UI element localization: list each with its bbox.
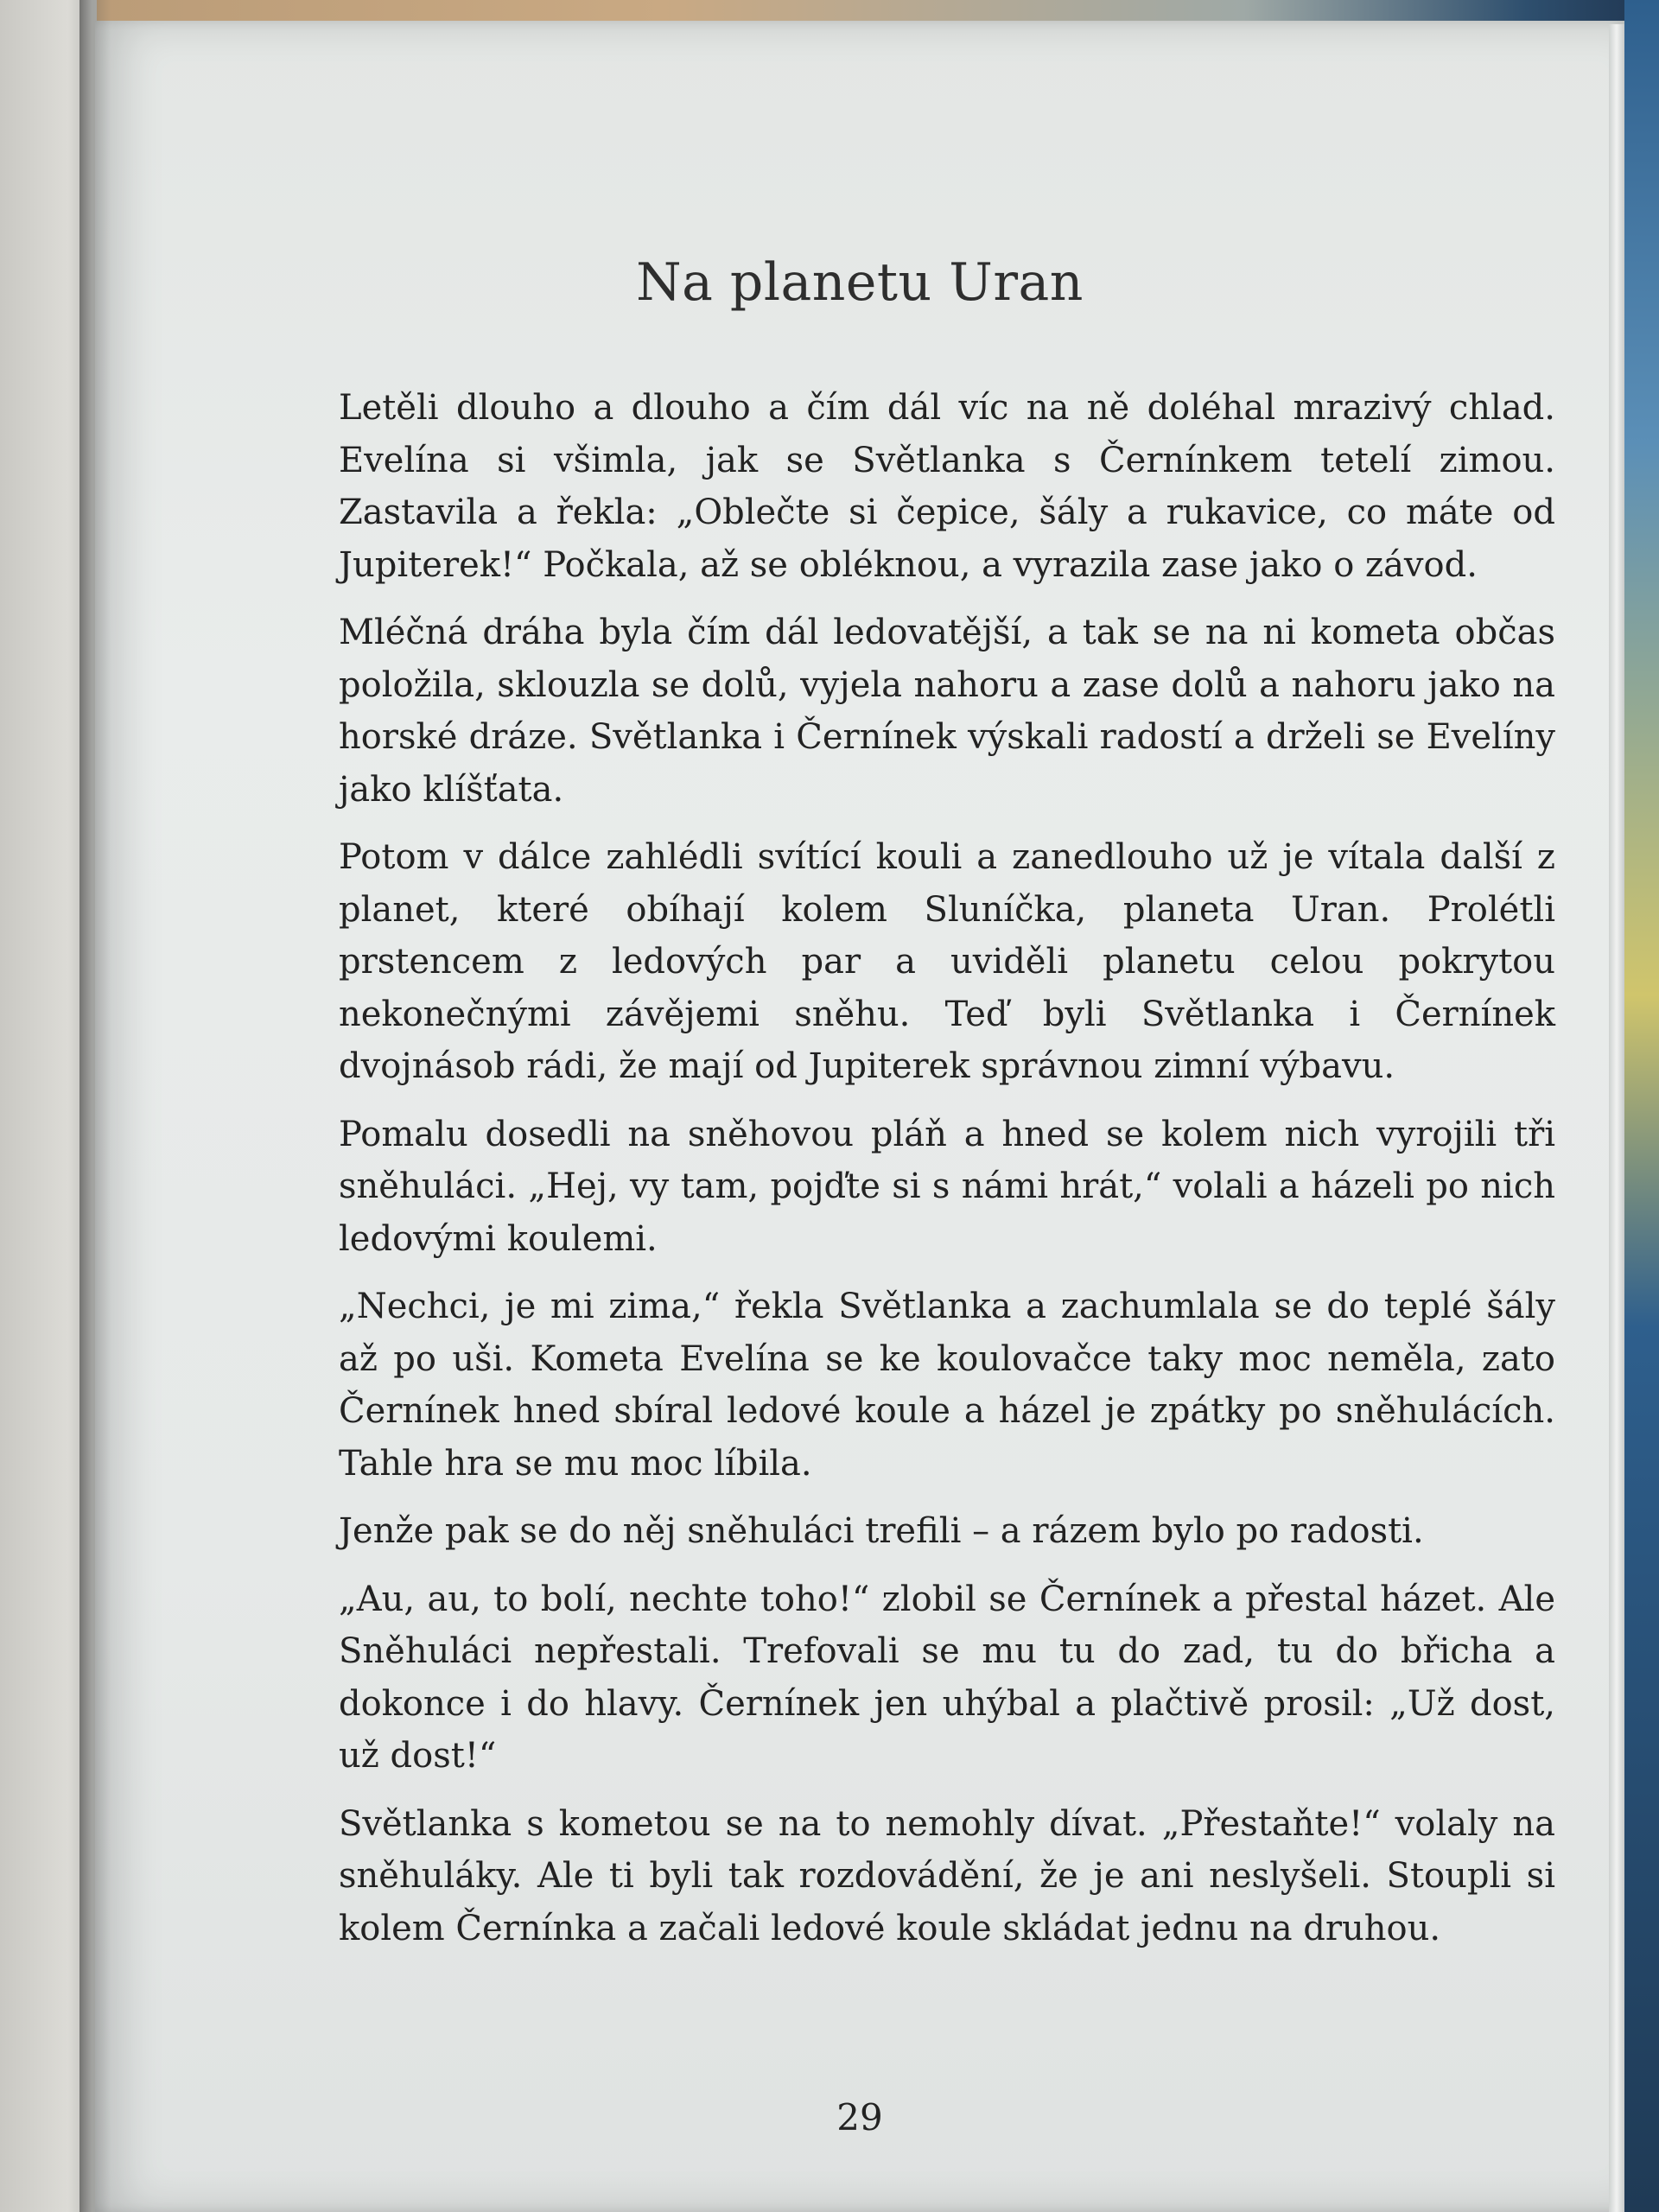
- chapter-title: Na planetu Uran: [636, 252, 1084, 313]
- paragraph-3: Potom v dálce zahlédli svítící kouli a zanedlouho už je vítala další z planet, které obíhají kolem Sluníčka, planeta Uran. Prolétli prstencem z ledových par a uviděli planetu celou pokrytou nekonečnými závějemi sněhu. Teď byli Světlanka i Černínek dvojnásob rádi, že mají od Jupiterek správnou zimní výbavu.: [339, 837, 1555, 1086]
- book-page: [95, 21, 1624, 2212]
- page-number: 29: [836, 2096, 883, 2139]
- paragraph-1: Letěli dlouho a dlouho a čím dál víc na ně doléhal mrazivý chlad. Evelína si všimla, jak se Světlanka s Černínkem tetelí zimou. Zastavila a řekla: „Oblečte si čepice, šály a rukavice, co máte od Jupiterek!“ Počkala, až se obléknou, a vyrazila zase jako o závod.: [339, 388, 1555, 585]
- paragraph-4: Pomalu dosedli na sněhovou pláň a hned se kolem nich vyrojili tři sněhuláci. „Hej, vy tam, pojďte si s námi hrát,“ volali a házeli po nich ledovými koulemi.: [339, 1114, 1555, 1259]
- book-gutter-shadow: [79, 0, 111, 2212]
- page-stack-edge: [1609, 24, 1624, 2212]
- paragraph-7: „Au, au, to bolí, nechte toho!“ zlobil se Černínek a přestal házet. Ale Sněhuláci nepřestali. Trefovali se mu tu do zad, tu do břicha a dokonce i do hlavy. Černínek jen uhýbal a plačtivě prosil: „Už dost, už dost!“: [339, 1579, 1555, 1776]
- book-cover-edge-right: [1624, 0, 1659, 2212]
- body-text: [339, 382, 1555, 1970]
- paragraph-5: „Nechci, je mi zima,“ řekla Světlanka a zachumlala se do teplé šály až po uši. Kometa Evelína se ke koulovačce taky moc neměla, zato Černínek hned sbíral ledové koule a házel je zpátky po sněhulácích. Tahle hra se mu moc líbila.: [339, 1287, 1555, 1484]
- paragraph-2: Mléčná dráha byla čím dál ledovatější, a tak se na ni kometa občas položila, sklouzla se dolů, vyjela nahoru a zase dolů a nahoru jako na horské dráze. Světlanka i Černínek výskali radostí a drželi se Evelíny jako klíšťata.: [339, 613, 1555, 810]
- paragraph-6: Jenže pak se do něj sněhuláci trefili – a rázem bylo po radosti.: [339, 1511, 1424, 1551]
- paragraph-8: Světlanka s kometou se na to nemohly dívat. „Přestaňte!“ volaly na sněhuláky. Ale ti byli tak rozdovádění, že je ani neslyšeli. Stoupli si kolem Černínka a začali ledové koule skládat jednu na druhou.: [339, 1803, 1555, 1948]
